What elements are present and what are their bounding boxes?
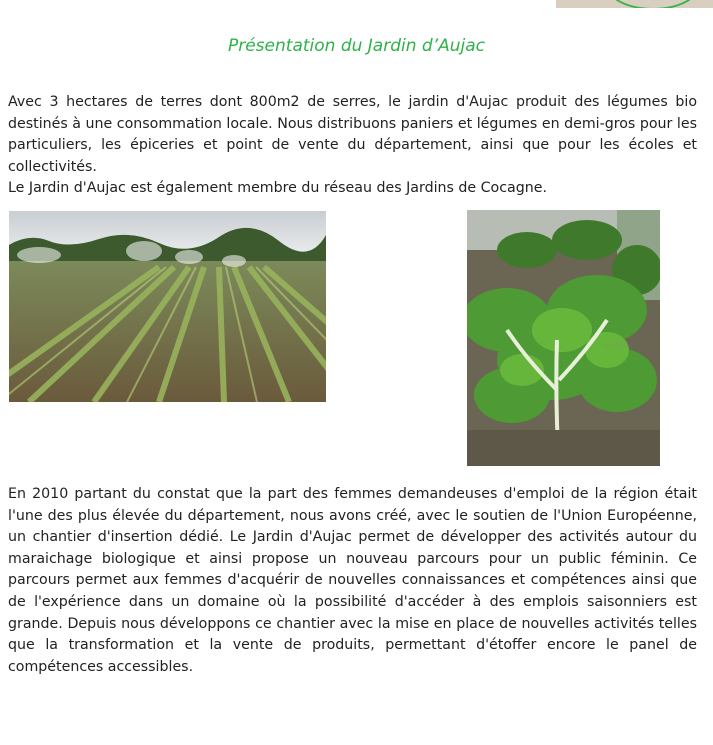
network-paragraph: Le Jardin d'Aujac est également membre du réseau des Jardins de Cocagne. xyxy=(8,180,547,196)
history-paragraph: En 2010 partant du constat que la part des femmes demandeuses d'emploi de la région était l'une des plus élevée du département, nous avons créé, avec le soutien de l'Union Européenne, un chantier d'insertion dédié. Le Jardin d'Aujac permet de développer des activités autour du maraichage biologique et ainsi propose un nouveau parcours pour un public féminin. Ce parcours permet aux femmes d'acquérir de nouvelles connaissances et compétences ainsi que de l'expérience dans un domaine où la possibilité d'accéder à des emplois saisonniers est grande. Depuis nous développons ce chantier avec la mise en place de nouvelles activités telles que la transformation et la vente de produits, permettant d'étoffer encore le panel de compétences accessibles. xyxy=(8,486,697,675)
field-photo xyxy=(9,211,326,402)
page-title: Présentation du Jardin d’Aujac xyxy=(227,36,485,56)
intro-paragraph: Avec 3 hectares de terres dont 800m2 de serres, le jardin d'Aujac produit des légumes bio destinés à une consommation locale. Nous distribuons paniers et légumes en demi-gros pour les particuliers, les épiceries et point de vente du département, ainsi que pour les écoles et collectivités. xyxy=(8,94,697,175)
chard-photo xyxy=(467,210,660,466)
logo-arc xyxy=(606,0,700,8)
logo-fragment xyxy=(556,0,713,8)
